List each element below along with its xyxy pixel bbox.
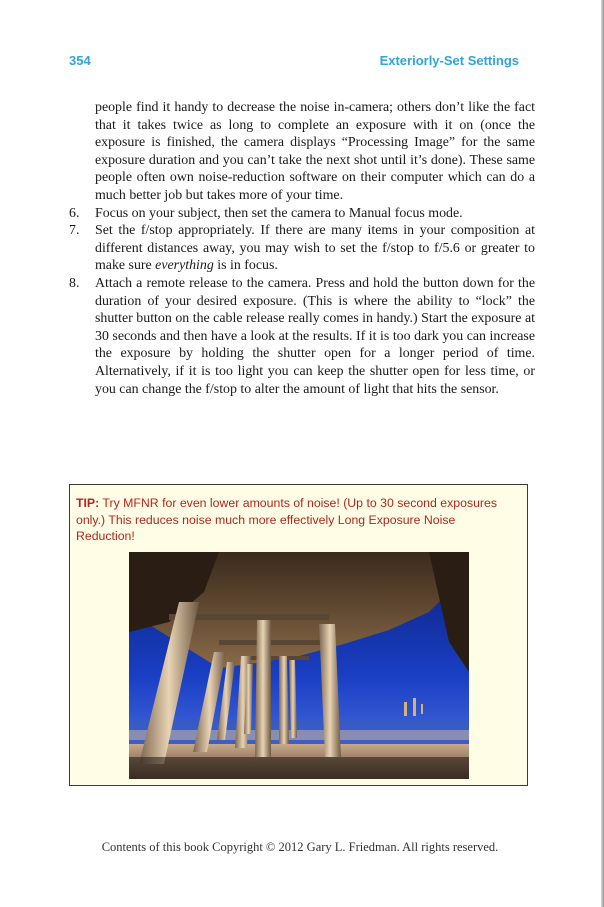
list-item-text: Focus on your subject, then set the camera to Manual focus mode. [95, 205, 463, 221]
list-item-text-end: is in focus. [213, 258, 278, 274]
list-item-8 [69, 275, 535, 398]
list-item-text: Attach a remote release to the camera. Press and hold the button down for the duration of your desired exposure. (This is where the ability to “lock” the shutter button on the cable release really comes in handy.) Start the exposure at 30 seconds and then have a look at the results. If it is too dark you can increase the exposure by holding the shutter open for a longer period of time. Alternatively, if it is too light you can keep the shutter open for less time, or you can change the f/stop to alter the amount of light that hits the sensor. [95, 275, 535, 397]
list-number: 8. [69, 275, 80, 291]
copyright-footer: Contents of this book Copyright © 2012 Gary L. Friedman. All rights reserved. [101, 840, 499, 854]
running-title: Exteriorly-Set Settings [379, 53, 519, 68]
tip-label: TIP: [76, 496, 100, 510]
list-item-7 [69, 222, 535, 275]
page-header [69, 53, 519, 73]
tip-box [69, 484, 528, 786]
tip-text [76, 495, 516, 545]
pier-photo-illustration [129, 552, 469, 779]
body-text [69, 99, 535, 398]
list-item-6 [69, 205, 535, 223]
pier-photo [129, 552, 469, 779]
tip-body: Try MFNR for even lower amounts of noise! (Up to 30 second exposures only.) This reduces noise much more effectively Long Exposure Noise Reduction! [76, 496, 498, 543]
page-number: 354 [69, 53, 91, 68]
intro-paragraph: people find it handy to decrease the noise in-camera; others don’t like the fact that it takes twice as long to complete an exposure with it on (once the exposure is finished, the camera displays “Processing Image” for the same exposure duration and you can’t take the next shot until it’s done). These same people often own noise-reduction software on their computer which can do a much better job but takes more of your time. [95, 100, 535, 203]
list-number: 7. [69, 223, 80, 239]
list-number: 6. [69, 205, 80, 221]
emphasis-text: everything [155, 258, 214, 274]
list-item-text: Set the f/stop appropriately. If there are many items in your composition at different distances away, you may wish to set the f/stop to f/5.6 or greater to make sure [95, 223, 535, 274]
